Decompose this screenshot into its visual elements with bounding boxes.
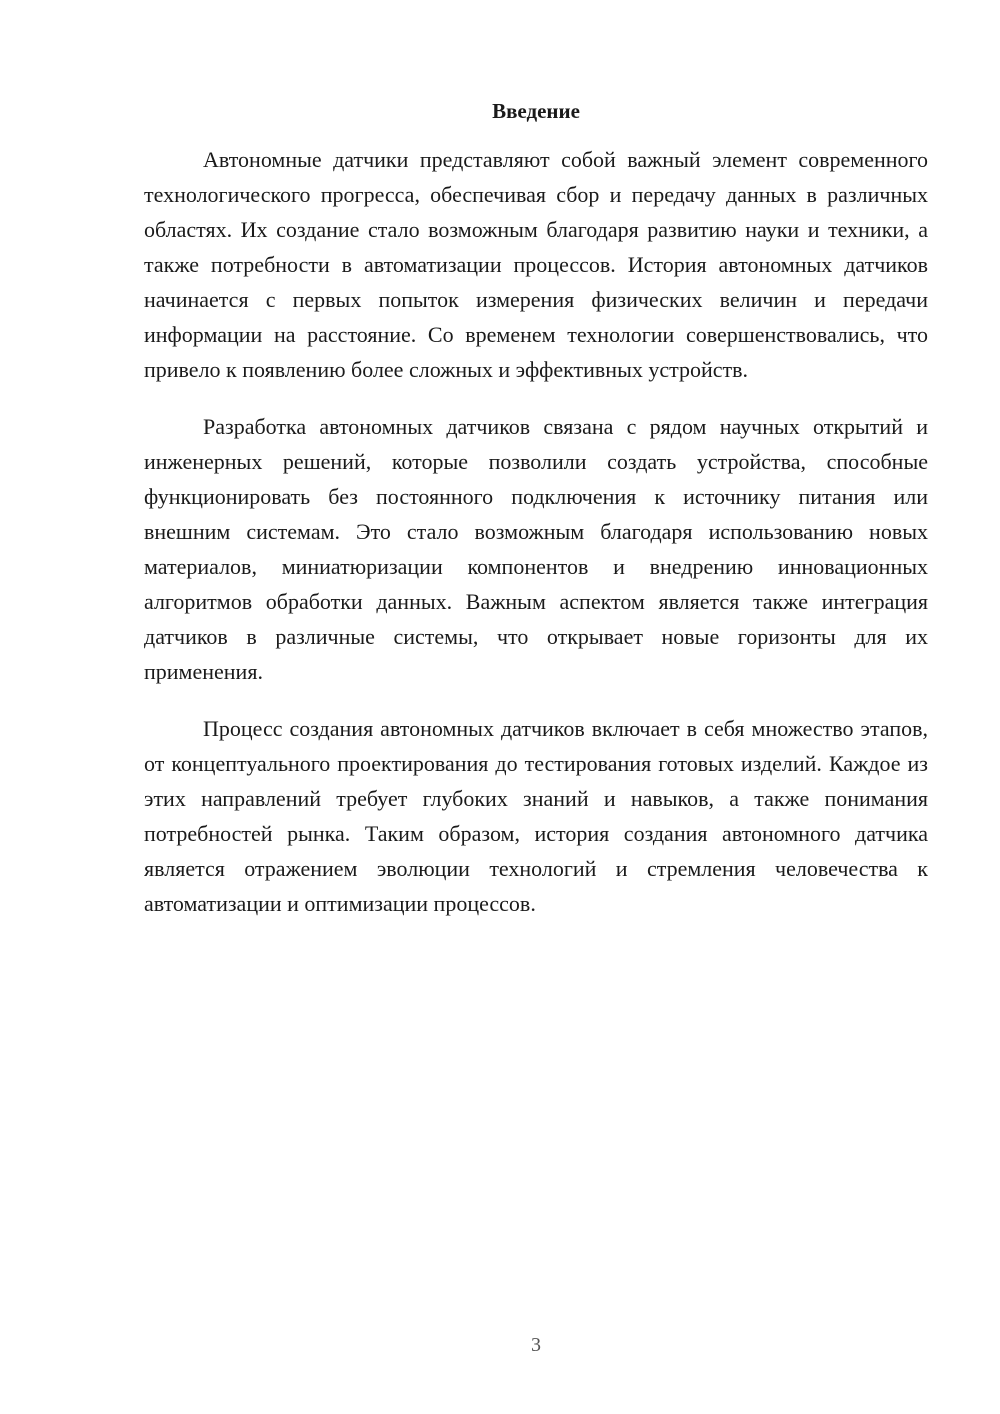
paragraph: Автономные датчики представляют собой важный элемент современного технологического прогресса, обеспечивая сбор и передачу данных в различных областях. Их создание стало возможным благодаря развитию науки и техники, а также потребности в автоматизации процессов. История автономных датчиков начинается с первых попыток измерения физических величин и передачи информации на расстояние. Со временем технологии совершенствовались, что привело к появлению более сложных и эффективных устройств. bbox=[144, 147, 928, 382]
section-heading: Введение bbox=[492, 99, 580, 123]
paragraph: Разработка автономных датчиков связана с рядом научных открытий и инженерных решений, которые позволили создать устройства, способные функционировать без постоянного подключения к источнику питания или внешним системам. Это стало возможным благодаря использованию новых материалов, миниатюризации компонентов и внедрению инновационных алгоритмов обработки данных. Важным аспектом является также интеграция датчиков в различные системы, что открывает новые горизонты для их применения. bbox=[144, 414, 928, 684]
paragraph: Процесс создания автономных датчиков включает в себя множество этапов, от концептуального проектирования до тестирования готовых изделий. Каждое из этих направлений требует глубоких знаний и навыков, а также понимания потребностей рынка. Таким образом, история создания автономного датчика является отражением эволюции технологий и стремления человечества к автоматизации и оптимизации процессов. bbox=[144, 716, 928, 916]
body-text bbox=[144, 142, 928, 943]
page-number: 3 bbox=[531, 1334, 541, 1356]
